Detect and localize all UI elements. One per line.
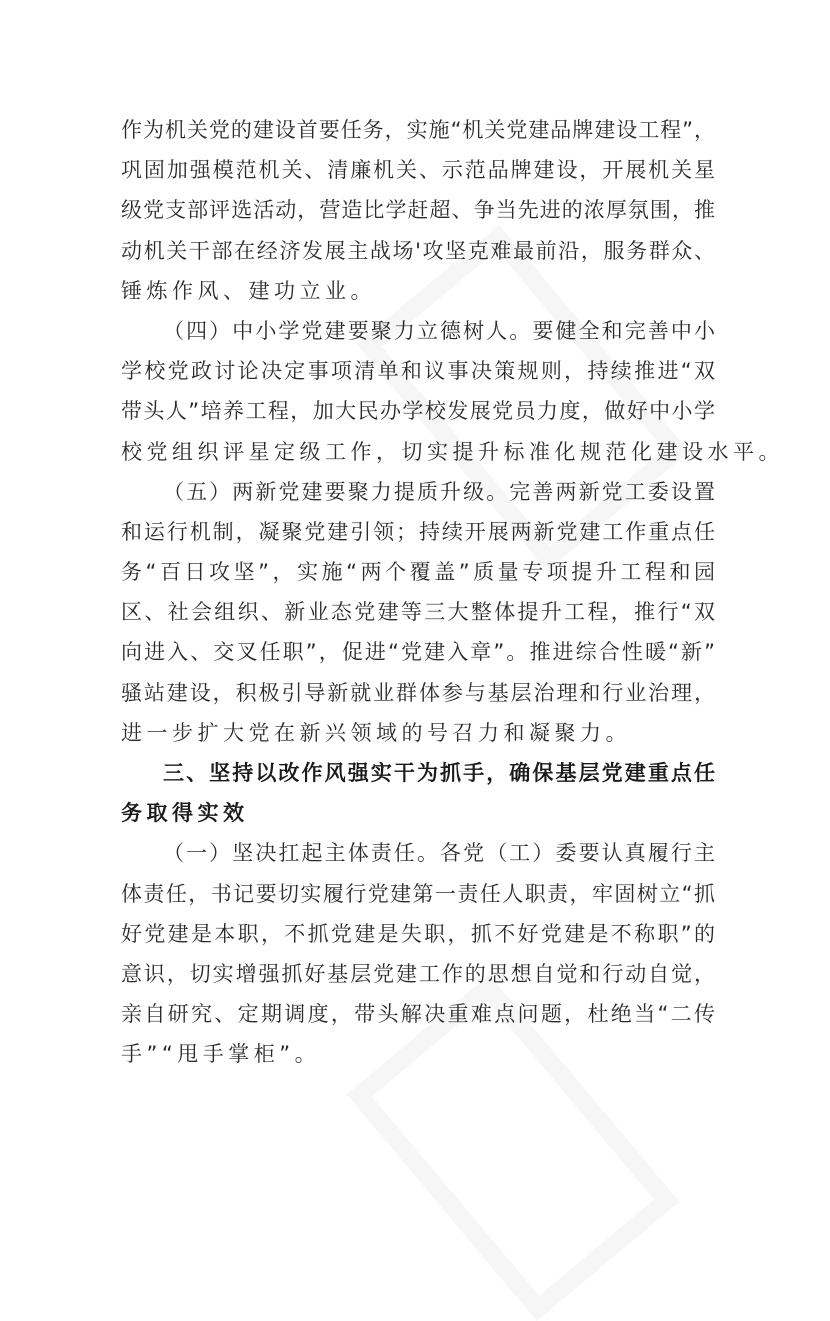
paragraph (121, 833, 715, 1074)
text-line: 骚站建设，积极引导新就业群体参与基层治理和行业治理， (121, 680, 715, 705)
text-line: 锤炼作风、建功立业。 (121, 278, 376, 303)
text-line: 好党建是本职，不抓党建是失职，抓不好党建是不称职”的 (121, 921, 715, 946)
text-line: 亲自研究、定期调度，带头解决重难点问题，杜绝当“二传 (121, 1002, 715, 1027)
text-line: （一）坚决扛起主体责任。各党（工）委要认真履行主 (163, 841, 715, 866)
text-line: 学校党政讨论决定事项清单和议事决策规则，持续推进“双 (121, 359, 715, 384)
text-line: 手”“甩手掌柜”。 (121, 1042, 321, 1067)
text-line: 向进入、交叉任职”，促进“党建入章”。推进综合性暖“新” (121, 640, 715, 665)
text-line: 校党组织评星定级工作，切实提升标准化规范化建设水平。 (121, 439, 784, 464)
paragraph (121, 110, 715, 311)
text-line: 作为机关党的建设首要任务，实施“机关党建品牌建设工程”， (121, 118, 715, 142)
text-line: 区、社会组织、新业态党建等三大整体提升工程，推行“双 (121, 600, 715, 625)
text-line: 动机关干部在经济发展主战场'攻坚克难最前沿，服务群众、 (121, 238, 715, 263)
section-heading (121, 753, 715, 833)
text-line: 务“百日攻坚”，实施“两个覆盖”质量专项提升工程和园 (121, 560, 715, 585)
text-line: 巩固加强模范机关、清廉机关、示范品牌建设，开展机关星 (121, 158, 715, 183)
text-line: 务取得实效 (121, 801, 249, 826)
text-line: 带头人”培养工程，加大民办学校发展党员力度，做好中小学 (121, 399, 715, 424)
text-line: （四）中小学党建要聚力立德树人。要健全和完善中小 (163, 318, 715, 343)
text-line: （五）两新党建要聚力提质升级。完善两新党工委设置 (163, 479, 715, 504)
text-line: 进一步扩大党在新兴领域的号召力和凝聚力。 (121, 720, 631, 745)
text-line: 体责任，书记要切实履行党建第一责任人职责，牢固树立“抓 (121, 881, 715, 906)
text-line: 三、坚持以改作风强实干为抓手，确保基层党建重点任 (163, 761, 715, 785)
text-line: 和运行机制，凝聚党建引领；持续开展两新党建工作重点任 (121, 519, 715, 544)
text-line: 意识，切实增强抓好基层党建工作的思想自觉和行动自觉， (121, 961, 715, 986)
paragraph (121, 311, 784, 472)
document-page (121, 110, 784, 1075)
paragraph (121, 472, 715, 753)
text-line: 级党支部评选活动，营造比学赶超、争当先进的浓厚氛围，推 (121, 198, 715, 223)
